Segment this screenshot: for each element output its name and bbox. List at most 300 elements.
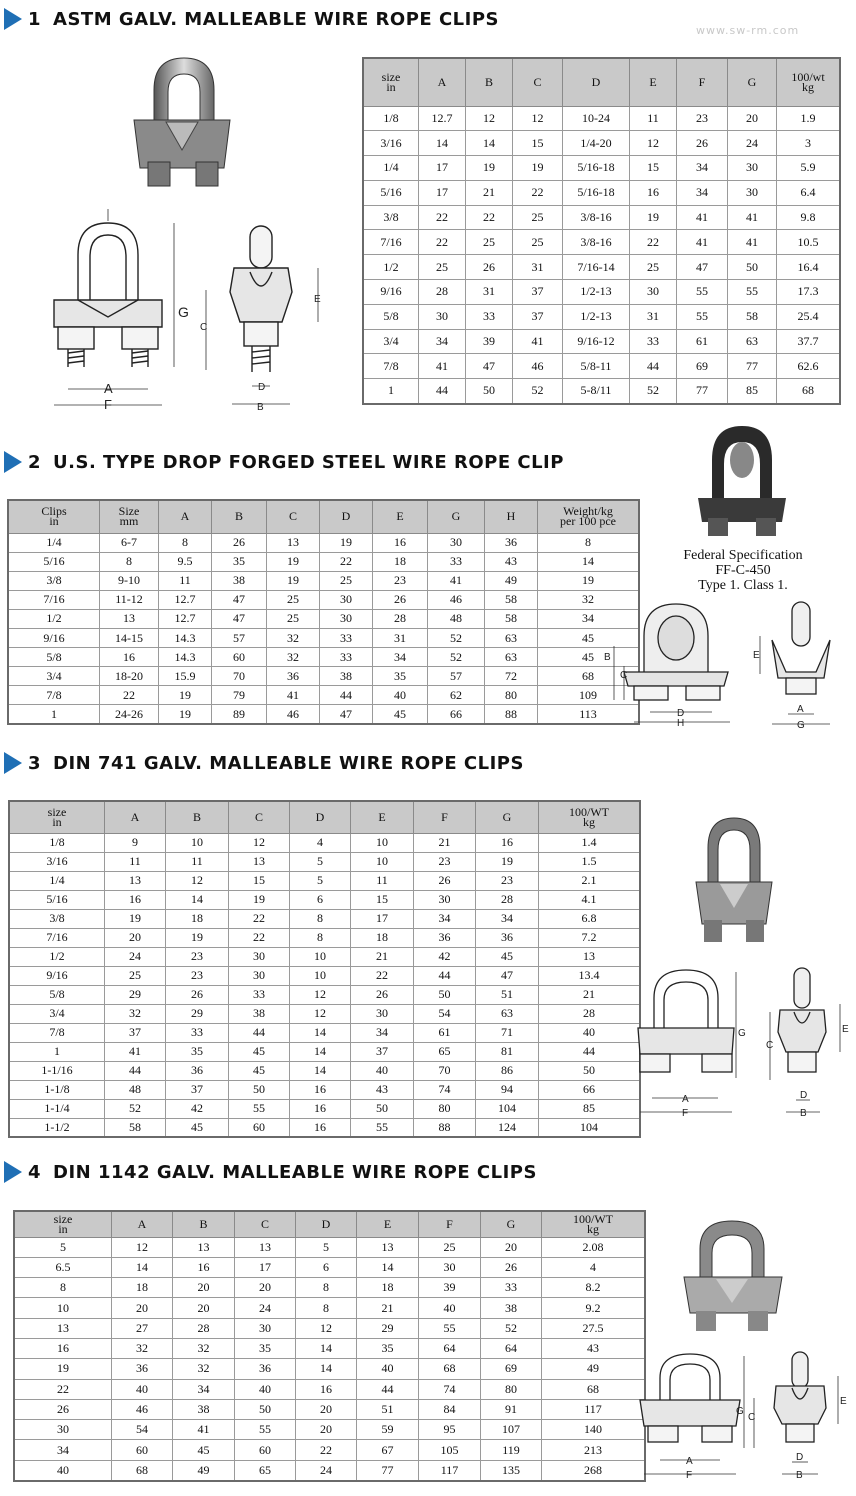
table-cell: 35	[166, 1042, 229, 1061]
table-cell: 41	[677, 230, 728, 255]
table-cell: 213	[542, 1440, 646, 1460]
table-cell: 40	[14, 1460, 112, 1480]
table-cell: 3/16	[363, 131, 419, 156]
table-cell: 12	[466, 106, 513, 131]
section-2-title	[4, 450, 564, 474]
dim-label-c: C	[766, 1040, 774, 1051]
table-cell: 55	[229, 1099, 290, 1118]
header-line: per 100 pce	[560, 514, 616, 529]
table-row	[8, 705, 639, 724]
table-cell: 16	[290, 1118, 351, 1137]
column-header	[351, 801, 414, 833]
table-cell: 52	[513, 379, 563, 404]
table-cell: 58	[105, 1118, 166, 1137]
header-line: D	[321, 1216, 331, 1231]
dim-label-a: A	[686, 1456, 693, 1467]
table-cell: 1/2	[8, 609, 100, 628]
header-line: B	[192, 809, 201, 824]
column-header	[235, 1211, 296, 1237]
dim-label-e: E	[840, 1396, 847, 1407]
table-cell: 1-1/4	[9, 1099, 105, 1118]
table-cell: 55	[419, 1318, 481, 1338]
table-cell: 14	[166, 890, 229, 909]
table-cell: 50	[728, 255, 777, 280]
table-cell: 16	[173, 1257, 235, 1277]
table-cell: 25	[419, 1237, 481, 1257]
table-cell: 43	[351, 1080, 414, 1099]
table-cell: 33	[320, 628, 373, 647]
table-cell: 31	[630, 304, 677, 329]
din741-clip-photo	[690, 812, 776, 946]
column-header	[296, 1211, 357, 1237]
dim-label-e: E	[314, 294, 321, 305]
table-cell: 60	[229, 1118, 290, 1137]
table-cell: 41	[267, 686, 320, 705]
table-cell: 68	[542, 1379, 646, 1399]
table-row	[9, 1080, 640, 1099]
table-cell: 59	[357, 1420, 419, 1440]
table-cell: 71	[476, 1023, 539, 1042]
table-cell: 84	[419, 1399, 481, 1419]
table-cell: 26	[14, 1399, 112, 1419]
table-cell: 28	[539, 1004, 641, 1023]
column-header	[728, 58, 777, 106]
table-cell: 21	[351, 947, 414, 966]
table-cell: 3/8	[363, 205, 419, 230]
table-cell: 15.9	[159, 667, 212, 686]
table-cell: 17	[419, 156, 466, 181]
table-cell: 39	[466, 329, 513, 354]
header-line: kg	[802, 79, 814, 94]
table-cell: 94	[476, 1080, 539, 1099]
table-cell: 20	[235, 1278, 296, 1298]
table-cell: 10	[166, 833, 229, 852]
table-cell: 20	[481, 1237, 542, 1257]
table-cell: 4	[290, 833, 351, 852]
table-cell: 8	[296, 1278, 357, 1298]
table-cell: 22	[351, 966, 414, 985]
table-cell: 3	[777, 131, 841, 156]
table-cell: 25	[267, 609, 320, 628]
table-row	[14, 1318, 645, 1338]
table-cell: 19	[466, 156, 513, 181]
table-row	[8, 590, 639, 609]
table-cell: 18	[351, 928, 414, 947]
header-line: kg	[583, 814, 595, 829]
dim-label-b: B	[800, 1108, 807, 1119]
table-cell: 12	[112, 1237, 173, 1257]
table-cell: 40	[112, 1379, 173, 1399]
table-cell: 40	[539, 1023, 641, 1042]
header-line: F	[446, 1216, 453, 1231]
table-cell: 109	[538, 686, 640, 705]
table-cell: 77	[728, 354, 777, 379]
table-cell: 15	[229, 871, 290, 890]
dim-label-e: E	[842, 1024, 849, 1035]
dim-label-h: H	[677, 718, 685, 729]
table-cell: 40	[373, 686, 428, 705]
table-cell: 20	[728, 106, 777, 131]
table-cell: 33	[166, 1023, 229, 1042]
table-cell: 95	[419, 1420, 481, 1440]
table-row	[8, 571, 639, 590]
table-cell: 8	[290, 909, 351, 928]
table-cell: 19	[159, 705, 212, 724]
table-cell: 18	[112, 1278, 173, 1298]
table-cell: 42	[166, 1099, 229, 1118]
table-cell: 9.2	[542, 1298, 646, 1318]
table-cell: 14-15	[100, 628, 159, 647]
table-cell: 19	[513, 156, 563, 181]
header-line: A	[137, 1216, 147, 1231]
table-cell: 34	[476, 909, 539, 928]
table-cell: 70	[212, 667, 267, 686]
table-cell: 9-10	[100, 571, 159, 590]
table-cell: 1-1/2	[9, 1118, 105, 1137]
table-cell: 40	[235, 1379, 296, 1399]
table-cell: 55	[235, 1420, 296, 1440]
table-cell: 37	[351, 1042, 414, 1061]
table-cell: 28	[419, 280, 466, 305]
header-line: kg	[587, 1221, 599, 1236]
table-cell: 33	[428, 552, 485, 571]
table-cell: 22	[229, 909, 290, 928]
table-cell: 15	[630, 156, 677, 181]
table-cell: 6-7	[100, 533, 159, 552]
table-cell: 37	[105, 1023, 166, 1042]
table-cell: 63	[485, 648, 538, 667]
table-row	[14, 1379, 645, 1399]
table-cell: 12	[290, 1004, 351, 1023]
table-cell: 24-26	[100, 705, 159, 724]
table-cell: 66	[428, 705, 485, 724]
table-cell: 41	[105, 1042, 166, 1061]
header-line: size	[47, 804, 67, 819]
table-row	[363, 205, 840, 230]
dim-label-g: G	[797, 720, 805, 731]
dim-label-e: E	[753, 650, 760, 661]
table-cell: 17	[351, 909, 414, 928]
table-cell: 35	[373, 667, 428, 686]
table-cell: 21	[466, 180, 513, 205]
table-cell: 34	[14, 1440, 112, 1460]
table-cell: 14	[538, 552, 640, 571]
section-4-title	[4, 1160, 537, 1184]
table-cell: 124	[476, 1118, 539, 1137]
table-cell: 69	[677, 354, 728, 379]
table-cell: 48	[105, 1080, 166, 1099]
table-cell: 31	[373, 628, 428, 647]
table-cell: 91	[481, 1399, 542, 1419]
table-cell: 61	[677, 329, 728, 354]
dim-label-b: B	[257, 402, 264, 413]
table-cell: 11	[166, 852, 229, 871]
table-cell: 23	[166, 947, 229, 966]
table-cell: 62	[428, 686, 485, 705]
table-cell: 16	[290, 1080, 351, 1099]
table-cell: 57	[428, 667, 485, 686]
column-header	[542, 1211, 646, 1237]
column-header	[539, 801, 641, 833]
section-heading: DIN 1142 GALV. MALLEABLE WIRE ROPE CLIPS	[53, 1161, 537, 1183]
table-cell: 45	[229, 1061, 290, 1080]
table-cell: 5/16	[8, 552, 100, 571]
header-line: G	[747, 74, 757, 89]
table-cell: 25	[320, 571, 373, 590]
table-cell: 48	[428, 609, 485, 628]
table-cell: 44	[320, 686, 373, 705]
table-row	[9, 1061, 640, 1080]
header-line: C	[533, 74, 542, 89]
table-cell: 23	[677, 106, 728, 131]
clip-front-diagram	[50, 205, 198, 415]
table-cell: 46	[513, 354, 563, 379]
table-cell: 68	[419, 1359, 481, 1379]
table-cell: 50	[539, 1061, 641, 1080]
table-cell: 6	[296, 1257, 357, 1277]
table-cell: 16.4	[777, 255, 841, 280]
column-header	[466, 58, 513, 106]
column-header	[166, 801, 229, 833]
table-row	[9, 985, 640, 1004]
table-row	[8, 609, 639, 628]
table-cell: 5/16-18	[563, 156, 630, 181]
header-line: Size	[118, 504, 140, 519]
spec-line: FF-C-450	[715, 563, 771, 578]
table-cell: 55	[677, 304, 728, 329]
table-cell: 68	[538, 667, 640, 686]
table-cell: 3/4	[8, 667, 100, 686]
table-cell: 34	[677, 180, 728, 205]
table-cell: 3/4	[363, 329, 419, 354]
table-cell: 13	[173, 1237, 235, 1257]
table-cell: 11	[105, 852, 166, 871]
column-header	[112, 1211, 173, 1237]
table-cell: 13	[357, 1237, 419, 1257]
table-cell: 5/8	[8, 648, 100, 667]
table-cell: 88	[414, 1118, 476, 1137]
table-cell: 19	[476, 852, 539, 871]
table-cell: 26	[212, 533, 267, 552]
table-cell: 52	[428, 648, 485, 667]
table-cell: 16	[476, 833, 539, 852]
table-cell: 23	[476, 871, 539, 890]
table-cell: 38	[481, 1298, 542, 1318]
table-cell: 113	[538, 705, 640, 724]
table-cell: 20	[296, 1399, 357, 1419]
dim-label-d: D	[677, 708, 685, 719]
table-cell: 33	[466, 304, 513, 329]
table-cell: 43	[485, 552, 538, 571]
table-cell: 10	[290, 966, 351, 985]
table-cell: 30	[351, 1004, 414, 1023]
table-cell: 22	[630, 230, 677, 255]
table-cell: 23	[414, 852, 476, 871]
table-cell: 7/16	[8, 590, 100, 609]
table-cell: 63	[728, 329, 777, 354]
table-row	[8, 648, 639, 667]
table-cell: 9/16	[9, 966, 105, 985]
table-cell: 10	[351, 833, 414, 852]
table-cell: 72	[485, 667, 538, 686]
header-line: mm	[119, 514, 139, 529]
table-cell: 19	[267, 552, 320, 571]
table-cell: 22	[466, 205, 513, 230]
table-cell: 30	[229, 947, 290, 966]
table-cell: 5/16	[9, 890, 105, 909]
table-cell: 19	[14, 1359, 112, 1379]
table-cell: 36	[414, 928, 476, 947]
table-cell: 32	[173, 1359, 235, 1379]
dim-label-f: F	[104, 397, 112, 412]
table-cell: 13	[267, 533, 320, 552]
table-cell: 38	[229, 1004, 290, 1023]
table-cell: 5/8	[9, 985, 105, 1004]
table-cell: 9/16-12	[563, 329, 630, 354]
table-cell: 22	[296, 1440, 357, 1460]
spec-table-din741	[8, 800, 641, 1138]
table-row	[9, 1099, 640, 1118]
table-row	[363, 131, 840, 156]
table-cell: 22	[229, 928, 290, 947]
table-cell: 16	[296, 1379, 357, 1399]
watermark: www.sw-rm.com	[696, 24, 800, 37]
table-cell: 8	[296, 1298, 357, 1318]
table-cell: 32	[112, 1338, 173, 1358]
table-cell: 30	[728, 156, 777, 181]
table-cell: 34	[351, 1023, 414, 1042]
table-cell: 58	[485, 609, 538, 628]
table-cell: 16	[100, 648, 159, 667]
table-cell: 14.3	[159, 648, 212, 667]
section-arrow-icon	[4, 8, 22, 30]
din741-clip-side-diagram	[760, 962, 856, 1122]
table-cell: 3/8	[8, 571, 100, 590]
table-cell: 55	[677, 280, 728, 305]
table-cell: 26	[351, 985, 414, 1004]
table-cell: 25	[513, 205, 563, 230]
table-cell: 68	[112, 1460, 173, 1480]
column-header	[173, 1211, 235, 1237]
table-cell: 5/16	[363, 180, 419, 205]
table-row	[9, 1023, 640, 1042]
table-cell: 10	[290, 947, 351, 966]
table-cell: 5.9	[777, 156, 841, 181]
table-cell: 52	[428, 628, 485, 647]
table-cell: 26	[466, 255, 513, 280]
table-cell: 10.5	[777, 230, 841, 255]
table-header-row	[363, 58, 840, 106]
table-cell: 117	[419, 1460, 481, 1480]
table-cell: 15	[513, 131, 563, 156]
table-cell: 1/2	[9, 947, 105, 966]
table-cell: 3/4	[9, 1004, 105, 1023]
column-header	[267, 500, 320, 533]
table-cell: 46	[112, 1399, 173, 1419]
table-cell: 40	[419, 1298, 481, 1318]
table-cell: 27	[112, 1318, 173, 1338]
header-line: C	[260, 1216, 269, 1231]
table-row	[14, 1399, 645, 1419]
header-line: F	[441, 809, 448, 824]
table-cell: 268	[542, 1460, 646, 1480]
table-cell: 40	[351, 1061, 414, 1080]
table-cell: 20	[173, 1278, 235, 1298]
table-row	[14, 1420, 645, 1440]
table-cell: 26	[414, 871, 476, 890]
table-cell: 1-1/8	[9, 1080, 105, 1099]
section-arrow-icon	[4, 752, 22, 774]
header-line: B	[234, 509, 243, 524]
table-cell: 32	[267, 648, 320, 667]
table-cell: 12	[513, 106, 563, 131]
column-header	[105, 801, 166, 833]
table-cell: 85	[728, 379, 777, 404]
table-cell: 37.7	[777, 329, 841, 354]
table-cell: 27.5	[542, 1318, 646, 1338]
table-cell: 19	[166, 928, 229, 947]
table-cell: 68	[777, 379, 841, 404]
table-cell: 46	[267, 705, 320, 724]
table-row	[363, 280, 840, 305]
table-cell: 64	[419, 1338, 481, 1358]
table-cell: 1/4-20	[563, 131, 630, 156]
table-cell: 16	[630, 180, 677, 205]
table-row	[9, 852, 640, 871]
table-cell: 33	[481, 1278, 542, 1298]
table-cell: 19	[229, 890, 290, 909]
header-line: in	[386, 79, 396, 94]
table-cell: 17	[235, 1257, 296, 1277]
table-cell: 20	[173, 1298, 235, 1318]
table-row	[14, 1440, 645, 1460]
table-cell: 1-1/16	[9, 1061, 105, 1080]
column-header	[414, 801, 476, 833]
table-cell: 24	[105, 947, 166, 966]
table-cell: 135	[481, 1460, 542, 1480]
table-cell: 30	[14, 1420, 112, 1440]
table-cell: 31	[466, 280, 513, 305]
table-cell: 41	[728, 230, 777, 255]
table-cell: 38	[173, 1399, 235, 1419]
table-cell: 26	[481, 1257, 542, 1277]
table-cell: 44	[357, 1379, 419, 1399]
header-line: in	[52, 814, 62, 829]
table-cell: 22	[419, 230, 466, 255]
table-cell: 13	[105, 871, 166, 890]
table-cell: 26	[677, 131, 728, 156]
table-cell: 104	[476, 1099, 539, 1118]
table-cell: 7/8	[363, 354, 419, 379]
table-cell: 25	[513, 230, 563, 255]
spec-table-din1142	[13, 1210, 646, 1482]
header-line: G	[502, 809, 512, 824]
table-cell: 42	[414, 947, 476, 966]
table-cell: 80	[485, 686, 538, 705]
table-row	[363, 354, 840, 379]
column-header	[419, 58, 466, 106]
table-row	[14, 1338, 645, 1358]
table-cell: 22	[100, 686, 159, 705]
header-line: B	[484, 74, 493, 89]
section-number: 3	[28, 752, 42, 774]
table-cell: 18-20	[100, 667, 159, 686]
table-cell: 44	[419, 379, 466, 404]
table-cell: 17.3	[777, 280, 841, 305]
table-cell: 20	[296, 1420, 357, 1440]
section-heading: DIN 741 GALV. MALLEABLE WIRE ROPE CLIPS	[53, 752, 524, 774]
table-cell: 4.1	[539, 890, 641, 909]
